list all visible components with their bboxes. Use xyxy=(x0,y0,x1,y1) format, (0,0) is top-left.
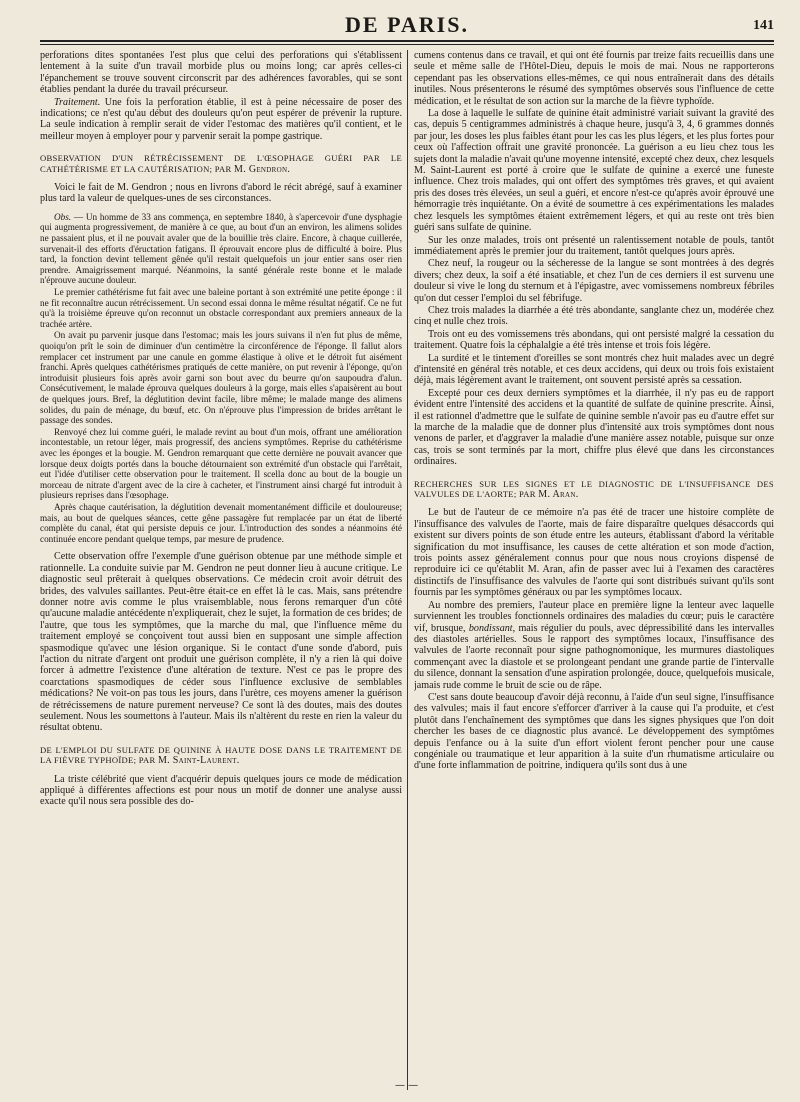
paragraph-traitement xyxy=(40,97,402,143)
paragraph: Après chaque cautérisation, la déglutition devenait momentanément difficile et douloureuse; mais, au bout de quelques séances, cette gêne passagère fut remplacée par un état de liberté complète du canal, état qui persiste depuis ce jour. L'introduction des sondes a néanmoins été continuée encore pendant quelque temps, par mesure de prudence. xyxy=(40,501,402,544)
column-divider xyxy=(407,50,408,1090)
page-header xyxy=(40,12,774,42)
paragraph: perforations dites spontanées l'est plus que celui des perforations qui s'établissent lentement à la suite d'un travail morbide plus ou moins long; car après celles-ci l'épanchement se trouve souvent circonscrit par des adhérences favorables, qui se sont établies pendant la durée du travail précurseur. xyxy=(40,50,402,96)
heading-author: M. Aran. xyxy=(538,489,579,501)
header-rule xyxy=(40,40,774,42)
heading-text: OBSERVATION D'UN RÉTRÉCISSEMENT DE L'ŒSOPHAGE GUÉRI PAR LE CATHÉTÉRISME ET LA CAUTÉRISATION; PAR xyxy=(40,153,402,174)
emphasis: bondissant xyxy=(468,622,513,634)
paragraph: Trois ont eu des vomissemens très abondans, qui ont persisté malgré la cessation du traitement. Quatre fois la céphalalgie a été très intense et trois fois légère. xyxy=(414,328,774,352)
paragraph: Sur les onze malades, trois ont présenté un ralentissement notable de pouls, tantôt immédiatement après le premier jour du traitement, tantôt quelques jours après. xyxy=(414,234,774,257)
paragraph: Excepté pour ces deux derniers symptômes et la diarrhée, il n'y pas eu de rapport évident entre l'intensité des accidens et la quantité de sulfate de quinine prescrite. Ainsi, il est rationnel d'admettre que le sulfate de quinine semble n'avoir pas eu d'autre effet sur la marche de la maladie que de donner plus d'intensité aux trois symptômes dont nous venons de parler, et d'aggraver la maladie d'une manière assez notable, puisque sur onze cas, trois se sont terminés par la mort, chiffre plus élevé que dans les circonstances ordinaires. xyxy=(414,387,774,468)
paragraph: C'est sans doute beaucoup d'avoir déjà reconnu, à l'aide d'un seul signe, l'insuffisance des valvules; mais il faut encore s'efforcer d'arriver à la cause qui l'a produite, et c'est plutôt dans l'enchaînement des symptômes que dans les signes physiques que l'on doit chercher les bases de ce diagnostic plus avancé. Le développement des symptômes depuis l'enfance ou à la suite d'un effort violent feront pencher pour une cause congéniale ou traumatique et leur apparition à la suite d'un rhumatisme articulaire ou d'une forte inflammation de poitrine, indiquera qu'ils sont dus à une xyxy=(414,691,774,772)
paragraph: Le but de l'auteur de ce mémoire n'a pas été de tracer une histoire complète de l'insuffisance des valvules de l'aorte, mais de faire disparaître quelques désaccords qui existent sur divers points de son étude entre les auteurs, établissant d'abord la véritable signification du mot insuffisance, les causes de cette altération et son mode d'action, trois points assez généralement connus pour que nous nous croyions dispensé de reproduire ici ce qu'établit M. Aran, afin de passer avec lui à l'examen des caractères distinctifs de l'insuffisance des valvules de l'aorte qui sont distribués suivant qu'ils sont fournis par les symptômes généraux ou par les symptômes locaux. xyxy=(414,507,774,599)
footer-mark: — — xyxy=(395,1080,419,1091)
paragraph-text: Au nombre des premiers, l'auteur place en première ligne la lenteur avec laquelle surviennent les troubles fonctionnels ordinaires des maladies du cœur; puis le caractère vif, brusque, xyxy=(414,599,774,634)
paragraph: On avait pu parvenir jusque dans l'estomac; mais les jours suivans il n'en fut plus de même, quoiqu'on prît le soin de diminuer d'un centimètre la circonférence de l'éponge. Il fallut alors remplacer cet instrument par une canule en gomme élastique à olive et le détroit fut aisément franchi. Après quelques cathétérismes pratiqués de cette manière, on put revenir à l'éponge, qu'on introduisit plusieurs fois après avoir garni son bout avec du beurre qu'on saupoudra d'alun. Consécutivement, le malade éprouva quelques douleurs à la gorge, mais elles s'apaisèrent au bout de quelques jours. Bref, la déglutition devint facile, libre même; le malade mange des alimens solides, du pain de ménage, du bœuf, etc. On n'éprouve plus l'impression de brides arrêtant le passage des sondes. xyxy=(40,330,402,426)
right-column xyxy=(414,50,774,1090)
heading-text: RECHERCHES SUR LES SIGNES ET LE DIAGNOSTIC DE L'INSUFFISANCE DES VALVULES DE L'AORTE; PAR xyxy=(414,478,774,500)
left-column xyxy=(40,50,402,1090)
paragraph: La dose à laquelle le sulfate de quinine était administré variait suivant la gravité des cas, depuis 5 centigrammes administrés à chaque heure, jusqu'à 3, 4, 6 grammes donnés par jour, les doses les plus faibles étant pour les cas les plus légers, et les plus fortes pour ceux où l'affection offrait une gravité prononcée. La guérison a eu lieu chez tous les sujets dont la maladie n'avait qu'une moyenne intensité, excepté chez deux, chez lesquels M. Saint-Laurent est porté à croire que le sulfate de quinine a exercé une funeste influence. Chez trois malades, qui ont offert des symptômes très graves, et qui avaient pris des doses très élevées, un seul a guéri, et encore n'est-ce qu'après avoir éprouvé une hémorragie très inquiétante. On a évité de soumettre à ces expérimentations les malades chez lesquels les symptômes étaient extrêmement légers, et qui au reste ont très bien guéri sans sulfate de quinine. xyxy=(414,108,774,234)
paragraph: Renvoyé chez lui comme guéri, le malade revint au bout d'un mois, offrant une amélioration incontestable, un retour léger, mais progressif, des anciens symptômes. Reprise du cathétérisme avec les éponges et la bougie. M. Gendron remarquant que cette dernière ne pouvait avancer que lorsque deux doigts portés dans la bouche détournaient son extrémité d'un obstacle qui l'arrêtait, eut l'idée d'utiliser cette observation pour le traitement. Il scella donc au bout de la bougie un morceau de nitrate d'argent avec de la cire à cacheter, et l'instrument ainsi chargé fut introduit à plusieurs reprises dans l'œsophage. xyxy=(40,426,402,501)
paragraph xyxy=(414,600,774,691)
lead-word: Traitement. xyxy=(54,96,101,108)
heading-author: M. Gendron. xyxy=(234,163,291,175)
paragraph: Chez trois malades la diarrhée a été très abondante, sanglante chez un, modérée chez cinq et nulle chez trois. xyxy=(414,304,774,328)
section-heading xyxy=(414,479,774,501)
running-title: DE PARIS. xyxy=(345,12,469,37)
observation-paragraph xyxy=(40,212,402,286)
header-rule-thin xyxy=(40,44,774,45)
paragraph: cumens contenus dans ce travail, et qui ont été fournis par treize faits recueillis dans une seule et même salle de l'Hôtel-Dieu, depuis le mois de mai. Nous ne rapporterons cependant pas les observations elles-mêmes, ce qui nous entraînerait dans des détails inutiles. Nous présenterons le résumé des symptômes observés sous l'influence de cette médication, et le résultat de son action sur la marche de la fièvre typhoïde. xyxy=(414,50,774,107)
paragraph: Chez neuf, la rougeur ou la sécheresse de la langue se sont montrées à des degrés divers; chez deux, la soif a été insatiable, et chez l'un de ces derniers il est survenu une douleur si vive le long du sternum et à l'épigastre, avec vomissemens nombreux fébriles qu'on dut cesser l'emploi du sel fébrifuge. xyxy=(414,258,774,304)
paragraph: Cette observation offre l'exemple d'une guérison obtenue par une méthode simple et rationnelle. La conduite suivie par M. Gendron ne peut donner lieu à aucune critique. Le diagnostic seul prêterait à quelques observations. Ce médecin croit avoir détruit des brides, des valvules saillantes. Peut-être était-ce en effet là le cas. Mais, sans prétendre donner notre avis comme le plus vraisemblable, nous ferons remarquer d'un côté qu'aucune maladie antécédente n'expliquerait, chez le sujet, la formation de ces brides; de l'autre, que tous les symptômes, que la marche du mal, que l'influence même du traitement employé se conçoivent tout aussi bien en supposant une simple affection spasmodique qu'avec une lésion organique. Si le contact d'une sonde d'abord, puis l'action du nitrate d'argent ont produit une guérison complète, il n'y a rien là qui doive forcer à admettre l'existence d'une altération de texture. N'est ce pas le propre des coarctations spasmodiques de céder sous l'influence exclusive de semblables médications? Ne voit-on pas tous les jours, dans l'urètre, ces moyens amener la guérison de rétrécissemens de nature purement nerveuse? Ce sont là des doutes, mais des doutes seulement. Nous les soumettons à l'auteur. Mais ils n'altèrent du reste en rien la valeur du résultat obtenu. xyxy=(40,551,402,734)
section-heading xyxy=(40,153,402,175)
paragraph-text: Une fois la perforation établie, il est à peine nécessaire de poser des indications; ce n'est qu'au début des douleurs qu'on peut espérer de prévenir la rupture. La seule indication à remplir serait de vider l'estomac des matières qu'il contient, et le meilleur moyen à employer pour y parvenir serait la pompe gastrique. xyxy=(40,96,402,142)
paragraph-text: , mais régulier du pouls, avec dépressibilité dans les intervalles des diastoles artérielles. Sous le rapport des symptômes locaux, l'insuffisance des valvules de l'aorte reconnaît pour signe pathognomonique, les murmures diastoliques commençant avec la diastole et se prolongeant pendant une grande partie de l'intervalle du silence, donnant la sensation d'une aspiration prolongée, douce, quelquefois musicale, jamais rude comme le bruit de scie ou de râpe. xyxy=(414,622,774,691)
paragraph: La surdité et le tintement d'oreilles se sont montrés chez huit malades avec un degré d'intensité en général très notable, et ces deux accidens, qui deux ou trois fois existaient déjà, mais légèrement avant le traitement, ont souvent persisté après sa cessation. xyxy=(414,352,774,387)
paragraph: Voici le fait de M. Gendron ; nous en livrons d'abord le récit abrégé, sauf à examiner plus tard la valeur de quelques-unes de ses circonstances. xyxy=(40,182,402,205)
paragraph: Le premier cathétérisme fut fait avec une baleine portant à son extrémité une petite éponge : il ne fit reconnaître aucun rétrécissement. Un second essai donna le même résultat négatif. Ce ne fut qu'à la troisième épreuve qu'on reconnut un obstacle correspondant aux premiers anneaux de la trachée artère. xyxy=(40,287,402,329)
heading-author: M. Saint-Laurent. xyxy=(157,755,240,767)
paragraph-text: — Un homme de 33 ans commença, en septembre 1840, à s'apercevoir d'une dysphagie qui augmenta progressivement, de manière à ce que, au bout d'un an environ, les alimens solides ne passaient plus, et il ne pouvait avaler que de la bouillie très claire. Encore, à chaque cuillerée, survenait-il des efforts d'éructation fatigans. Il éprouvait encore plus de difficulté à boire. Plus tard, la fonction devint tellement gênée qu'il restait quelquefois un jour entier sans oser rien prendre. Amaigrissement marqué. Néanmoins, la santé générale reste bonne et le malade n'éprouve aucune douleur. xyxy=(40,211,402,286)
section-heading xyxy=(40,745,402,767)
heading-text: DE L'EMPLOI DU SULFATE DE QUININE À HAUTE DOSE DANS LE TRAITEMENT DE LA FIÈVRE TYPHOÏDE; PAR xyxy=(40,744,402,766)
paragraph: La triste célébrité que vient d'acquérir depuis quelques jours ce mode de médication appliqué à différentes affections est pour nous un motif de donner une analyse aussi exacte qu'il nous sera possible des do- xyxy=(40,773,402,808)
lead-word: Obs. xyxy=(54,211,72,222)
page-number: 141 xyxy=(753,18,774,33)
